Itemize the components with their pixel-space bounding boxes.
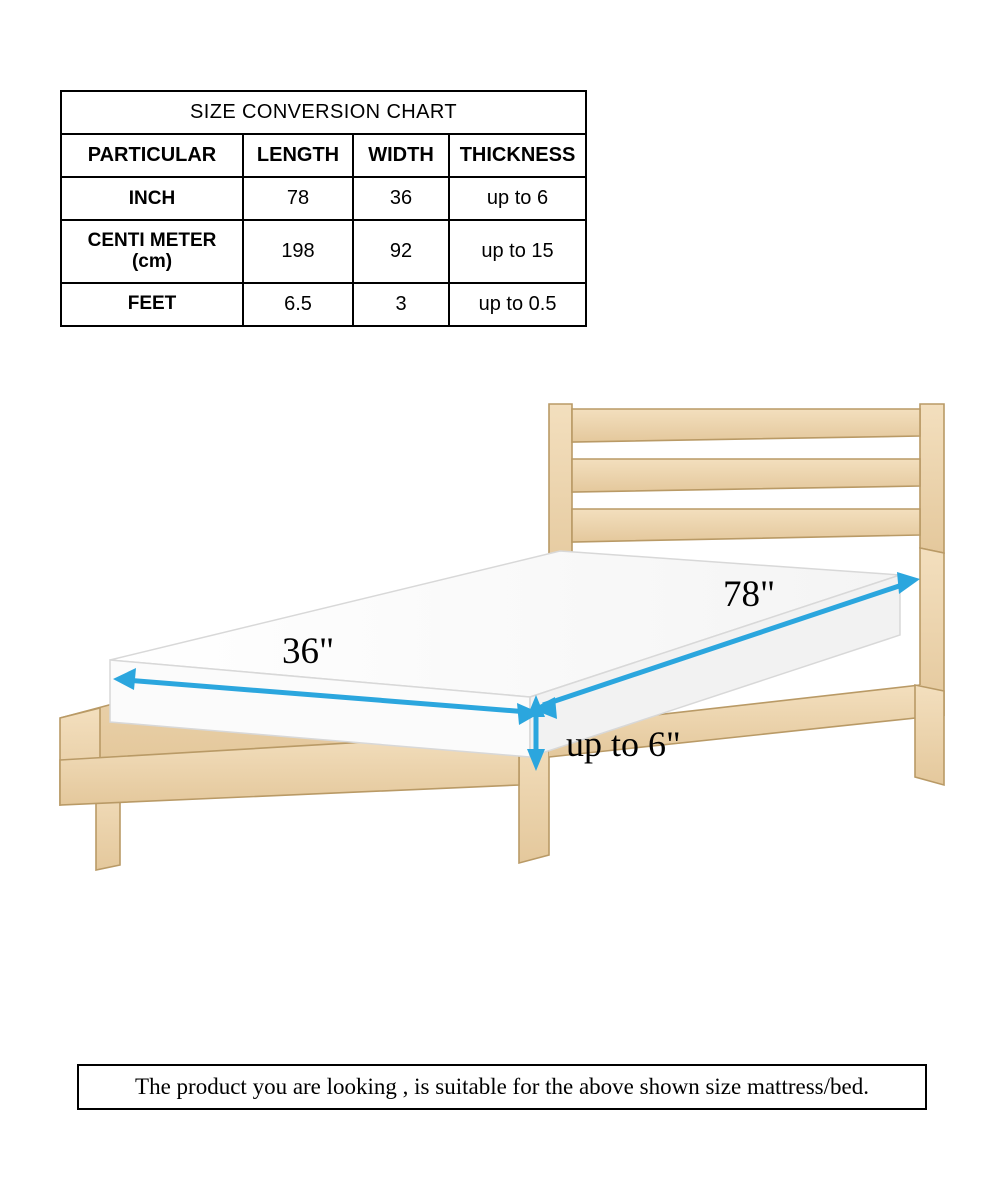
header-length: LENGTH (243, 134, 353, 177)
bed-illustration (0, 385, 1000, 945)
table-row (61, 177, 586, 220)
chart-title: SIZE CONVERSION CHART (61, 91, 586, 134)
footer-note-text: The product you are looking , is suitable for the above shown size mattress/bed. (135, 1074, 869, 1099)
cell-feet-width: 3 (353, 283, 449, 326)
footer-note (77, 1064, 927, 1110)
cell-inch-width: 36 (353, 177, 449, 220)
row-label-centimeter-line1: CENTI METER (87, 230, 217, 251)
row-label-feet: FEET (61, 283, 243, 326)
row-label-centimeter-line2: (cm) (131, 251, 173, 273)
table-row-title (61, 91, 586, 134)
table-row (61, 220, 586, 283)
cell-cm-width: 92 (353, 220, 449, 283)
row-label-centimeter (61, 220, 243, 283)
table-row (61, 283, 586, 326)
header-width: WIDTH (353, 134, 449, 177)
header-particular: PARTICULAR (61, 134, 243, 177)
cell-cm-length: 198 (243, 220, 353, 283)
arrow-length-head-right (897, 572, 920, 594)
thickness-dimension-label: up to 6" (566, 724, 681, 764)
width-dimension-label: 36" (282, 631, 335, 672)
header-thickness: THICKNESS (449, 134, 586, 177)
cell-cm-thickness: up to 15 (449, 220, 586, 283)
length-dimension-label: 78" (723, 574, 776, 615)
cell-feet-thickness: up to 0.5 (449, 283, 586, 326)
cell-inch-length: 78 (243, 177, 353, 220)
table-row-header (61, 134, 586, 177)
cell-inch-thickness: up to 6 (449, 177, 586, 220)
cell-feet-length: 6.5 (243, 283, 353, 326)
bed-diagram (0, 385, 1000, 945)
size-conversion-chart (60, 90, 585, 327)
row-label-inch: INCH (61, 177, 243, 220)
size-chart-table (60, 90, 587, 327)
